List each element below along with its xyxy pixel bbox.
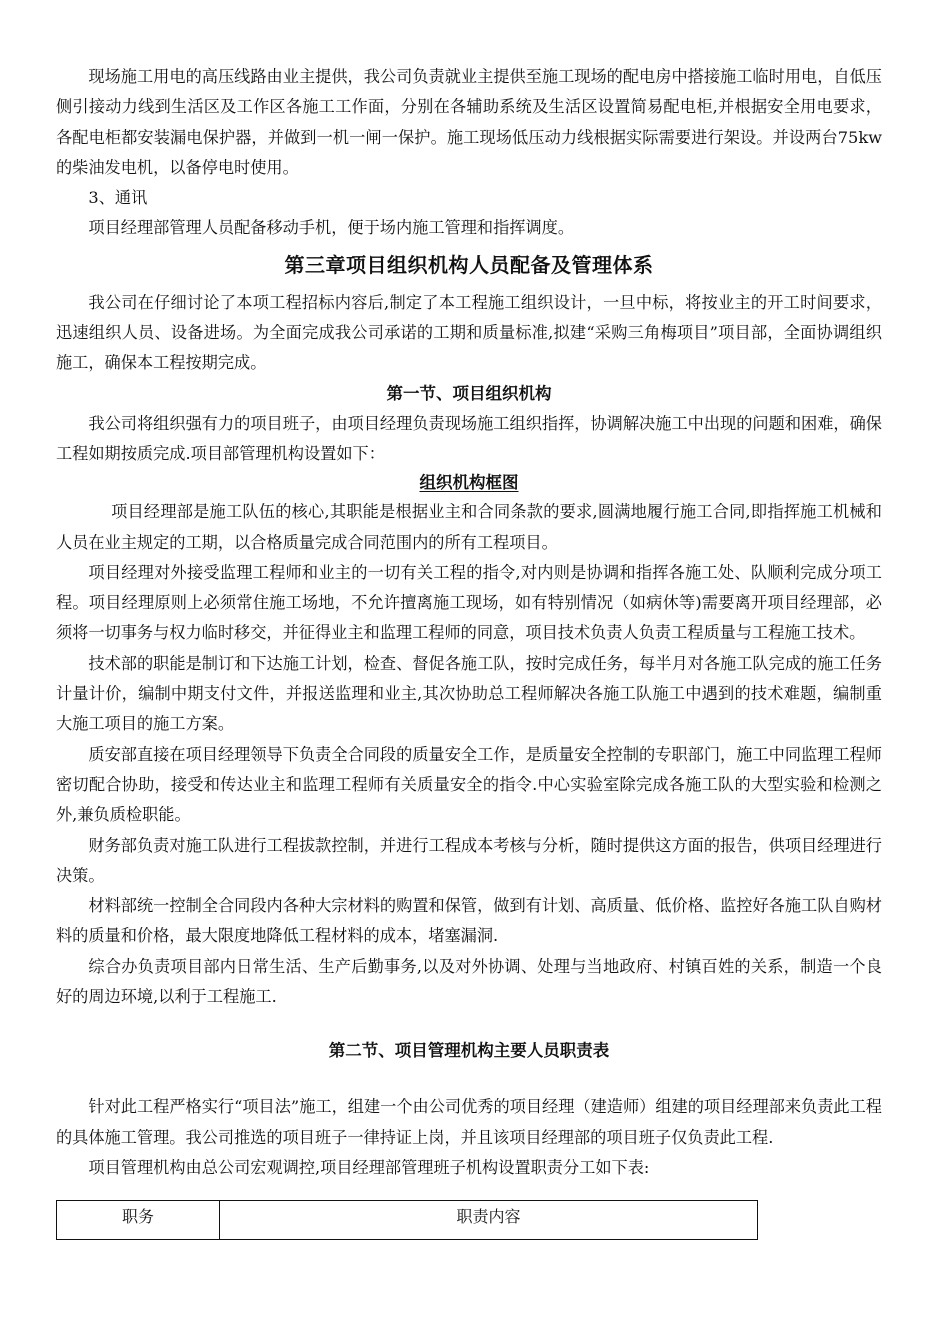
section-title-responsibilities: 第二节、项目管理机构主要人员职责表: [328, 1041, 610, 1061]
paragraph-chapter-intro: 我公司在仔细讨论了本项工程招标内容后,制定了本工程施工组织设计，一旦中标，将按业主的开工时间要求，迅速组织人员、设备进场。为全面完成我公司承诺的工期和质量标准,拟建“采购三角梅项目”项目部，全面协调组织施工，确保本工程按期完成。: [56, 292, 882, 373]
paragraph-table-intro: 项目管理机构由总公司宏观调控,项目经理部管理班子机构设置职责分工如下表:: [88, 1157, 650, 1177]
paragraph-communication: 项目经理部管理人员配备移动手机，便于场内施工管理和指挥调度。: [88, 218, 575, 238]
paragraph-power-supply: 现场施工用电的高压线路由业主提供，我公司负责就业主提供至施工现场的配电房中搭接施工临时用电，自低压侧引接动力线到生活区及工作区各施工工作面，分别在各辅助系统及生活区设置简易配电柜,并根据安全用电要求，各配电柜都安装漏电保护器，并做到一机一闸一保护。施工现场低压动力线根据实际需要进行架设。并设两台75kw的柴油发电机，以备停电时使用。: [56, 67, 882, 177]
table-header-row: [57, 1201, 758, 1240]
section-title-organization: 第一节、项目组织机构: [386, 383, 552, 403]
table-header-duties: 职责内容: [220, 1201, 758, 1240]
paragraph-project-manager: 项目经理对外接受监理工程师和业主的一切有关工程的指令,对内则是协调和指挥各施工处、队顺利完成分项工程。项目经理原则上必须常住施工场地，不允许擅离施工现场，如有特别情况（如病休等)需要离开项目经理部，必须将一切事务与权力临时移交，并征得业主和监理工程师的同意，项目技术负责人负责工程质量与工程施工技术。: [56, 562, 882, 643]
document-page: [56, 62, 882, 1226]
paragraph-project-department: 项目经理部是施工队伍的核心,其职能是根据业主和合同条款的要求,圆满地履行施工合同,即指挥施工机械和人员在业主规定的工期，以合格质量完成合同范围内的所有工程项目。: [56, 502, 882, 552]
org-chart-caption-text: 组织机构框图: [419, 473, 519, 493]
table-header-position: 职务: [57, 1201, 220, 1240]
paragraph-technical-dept: 技术部的职能是制订和下达施工计划，检查、督促各施工队，按时完成任务，每半月对各施工队完成的施工任务计量计价，编制中期支付文件，并报送监理和业主,其次协助总工程师解决各施工队施工中遇到的技术难题，编制重大施工项目的施工方案。: [56, 653, 882, 734]
paragraph-general-office: 综合办负责项目部内日常生活、生产后勤事务,以及对外协调、处理与当地政府、村镇百姓的关系，制造一个良好的周边环境,以利于工程施工.: [56, 956, 882, 1007]
chapter-title: 第三章项目组织机构人员配备及管理体系: [284, 252, 654, 277]
paragraph-organization-intro: 我公司将组织强有力的项目班子，由项目经理负责现场施工组织指挥，协调解决施工中出现的问题和困难，确保工程如期按质完成.项目部管理机构设置如下：: [56, 413, 882, 463]
paragraph-quality-safety-dept: 质安部直接在项目经理领导下负责全合同段的质量安全工作，是质量安全控制的专职部门，施工中同监理工程师密切配合协助，接受和传达业主和监理工程师有关质量安全的指令.中心实验室除完成各施工队的大型实验和检测之外,兼负质检职能。: [56, 744, 882, 825]
responsibility-table: [56, 1200, 758, 1240]
paragraph-project-law: 针对此工程严格实行“项目法”施工，组建一个由公司优秀的项目经理（建造师）组建的项目经理部来负责此工程的具体施工管理。我公司推选的项目班子一律持证上岗，并且该项目经理部的项目班子仅负责此工程.: [56, 1097, 882, 1147]
paragraph-finance-dept: 财务部负责对施工队进行工程拔款控制，并进行工程成本考核与分析，随时提供这方面的报告，供项目经理进行决策。: [56, 835, 882, 885]
paragraph-materials-dept: 材料部统一控制全合同段内各种大宗材料的购置和保管，做到有计划、高质量、低价格、监控好各施工队自购材料的质量和价格，最大限度地降低工程材料的成本，堵塞漏洞.: [56, 896, 882, 946]
list-item-communication: 3、通讯: [88, 188, 148, 208]
org-chart-caption: [56, 469, 882, 497]
